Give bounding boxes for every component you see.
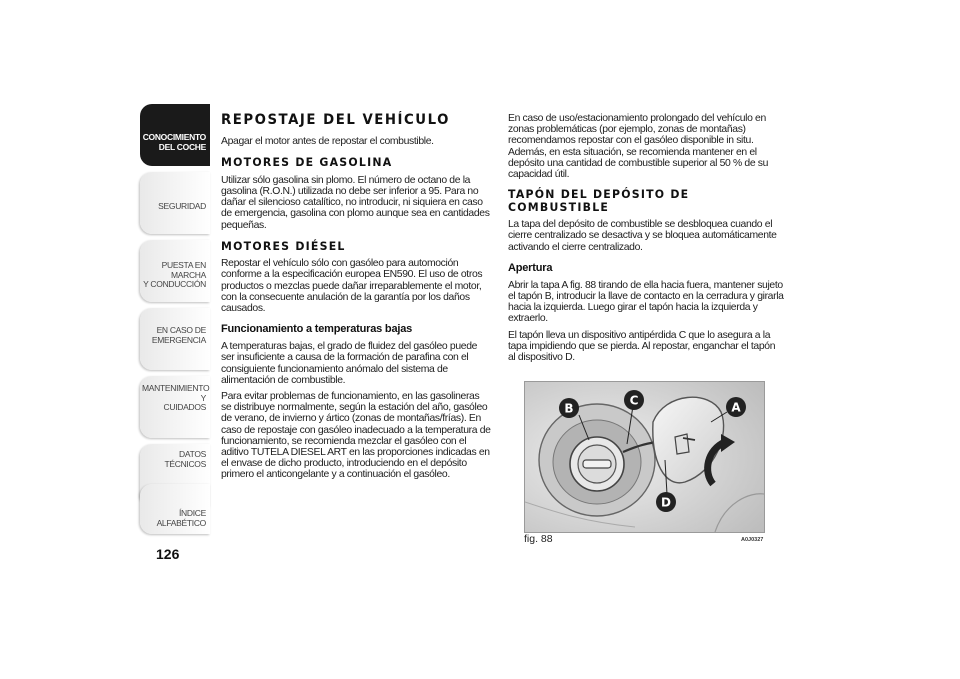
parking-text: En caso de uso/estacionamiento prolongado del vehículo en zonas problemáticas (por ejemplo, zonas de montañas) recomendamos repostar con el gasóleo disponible in situ. Además, en esta situación, se recomienda mantener en el depósito una cantidad de combustible superior al 50 % de su capacidad útil. <box>508 113 769 181</box>
sidebar-item-conocimiento[interactable] <box>140 104 210 166</box>
svg-text:C: C <box>629 393 639 408</box>
sidebar-item-label: SEGURIDAD <box>158 201 206 211</box>
diesel-heading: MOTORES DIÉSEL <box>221 238 346 253</box>
gasoline-text: Utilizar sólo gasolina sin plomo. El número de octano de la gasolina (R.O.N.) utilizada no debe ser inferior a 95. Para no dañar el silencioso catalítico, no introducir, ni siquiera en caso de emergencia, gasolina con plomo aunque sea en cantidades pequeñas. <box>221 174 490 231</box>
figure-code: A0J0327 <box>741 537 764 543</box>
diesel-text: Repostar el vehículo sólo con gasóleo para automoción conforme a la especificación europea EN590. El uso de otros productos o mezclas puede dañar irreparablemente el motor, con la consecuente anulación de la garantía por los daños causados. <box>221 258 483 315</box>
gasoline-heading: MOTORES DE GASOLINA <box>221 155 393 170</box>
sidebar-item-label: CONOCIMIENTO DEL COCHE <box>142 132 206 152</box>
sidebar-item-mantenimiento[interactable] <box>140 376 210 438</box>
fuel-cap-figure <box>524 381 765 533</box>
sidebar-item-puesta-en-marcha[interactable] <box>140 240 210 302</box>
svg-text:D: D <box>661 495 671 510</box>
low-temp-text-1: A temperaturas bajas, el grado de fluidez del gasóleo puede ser insuficiente a causa de la formación de parafina con el consiguiente funcionamiento anómalo del sistema de alimentación de combustible. <box>221 341 478 386</box>
sidebar-item-indice[interactable] <box>140 484 210 534</box>
intro-text: Apagar el motor antes de repostar el combustible. <box>221 136 434 147</box>
svg-text:A: A <box>731 400 741 415</box>
fuel-cap-illustration <box>525 382 764 532</box>
sidebar-item-label: MANTENIMIENTO Y CUIDADOS <box>142 383 210 412</box>
sidebar-item-label: EN CASO DE EMERGENCIA <box>151 325 206 345</box>
section-title: REPOSTAJE DEL VEHÍCULO <box>221 112 450 128</box>
callout-c <box>624 390 644 410</box>
sidebar-item-label: PUESTA EN MARCHA Y CONDUCCIÓN <box>143 260 206 289</box>
figure-caption: fig. 88 <box>524 533 553 545</box>
page-number: 126 <box>156 546 180 562</box>
callout-b <box>559 398 579 418</box>
low-temp-text-2: Para evitar problemas de funcionamiento, en las gasolineras se distribuye normalmente, según la estación del año, gasóleo de verano, de invierno y ártico (zonas de montañas/frías). En caso de repostaje con gasóleo inadecuado a la temperatura de funcionamiento, se recomienda mezclar el gasóleo con el aditivo TUTELA DIESEL ART en las proporciones indicadas en el envase de dicho producto, introduciendo en el depósito primero el anticongelante y a continuación el gasóleo. <box>221 391 491 481</box>
callout-d <box>656 492 676 512</box>
right-column <box>508 113 784 368</box>
sidebar-item-seguridad[interactable] <box>140 172 210 234</box>
opening-text-2: El tapón lleva un dispositivo antipérdida C que lo asegura a la tapa impidiendo que se pierda. Al repostar, enganchar el tapón al dispositivo D. <box>508 329 776 364</box>
fuel-cap-heading: TAPÓN DEL DEPÓSITO DE COMBUSTIBLE <box>508 187 690 214</box>
svg-text:B: B <box>564 401 574 416</box>
low-temp-heading: Funcionamiento a temperaturas bajas <box>221 323 413 336</box>
left-column <box>221 113 491 486</box>
opening-text-1: Abrir la tapa A fig. 88 tirando de ella hacia fuera, mantener sujeto el tapón B, introducir la llave de contacto en la cerradura y girarla hacia la izquierda. Luego girar el tapón hacia la izquierda y extraerlo. <box>508 279 784 325</box>
sidebar-item-label: DATOS TÉCNICOS <box>164 449 206 469</box>
opening-heading: Apertura <box>508 261 553 274</box>
fuel-cap-text: La tapa del depósito de combustible se desbloquea cuando el cierre centralizado se desactiva y se bloquea automáticamente activando el cierre centralizado. <box>508 219 777 253</box>
callout-a <box>726 397 746 417</box>
sidebar-item-label: ÍNDICE ALFABÉTICO <box>156 508 206 528</box>
sidebar-item-emergencia[interactable] <box>140 308 210 370</box>
